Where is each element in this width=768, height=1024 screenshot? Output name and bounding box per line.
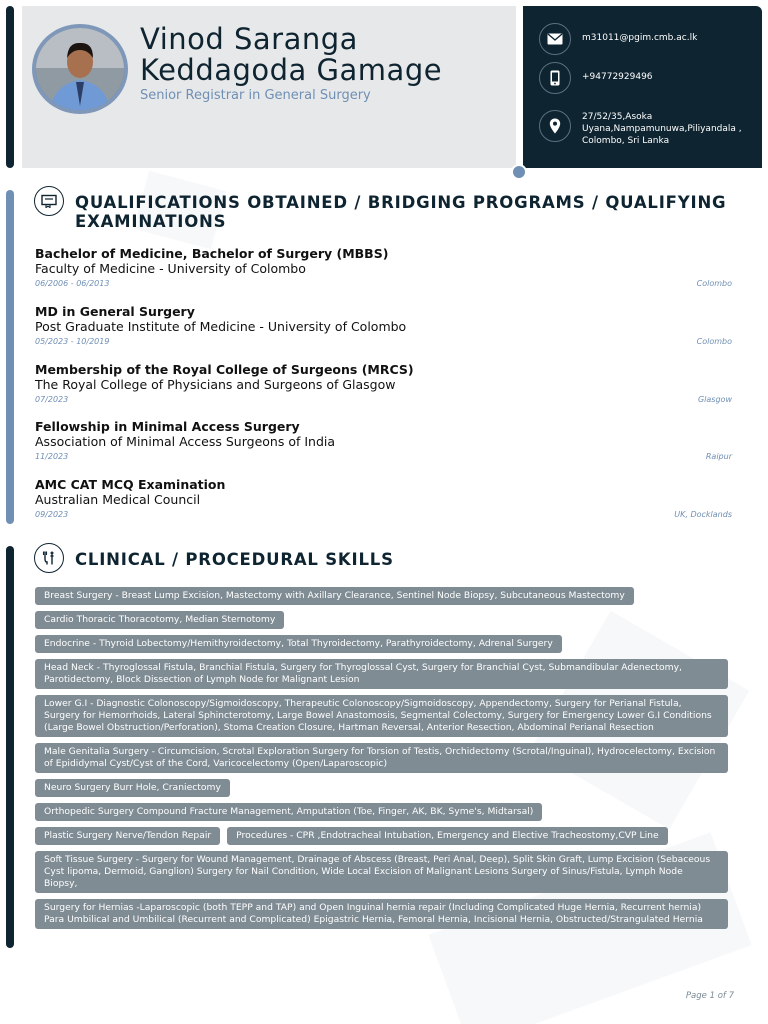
skill-tag: Surgery for Hernias -Laparoscopic (both TEPP and TAP) and Open Inguinal hernia repair (Including Complicated Huge Hernia, Recurrent hernia) Para Umbilical and Umbilical (Recurrent and Complicated) Epigastric Hernia, Femoral Hernia, Incisional Hernia, Obstructed/Strangulated Hernia [35,899,728,929]
qualifications-accent-bar [6,190,14,524]
header-accent-bar [6,6,14,168]
name-line-1: Vinod Saranga [140,22,358,56]
qualification-dates: 05/2023 - 10/2019 [35,337,110,346]
skills-list [35,587,730,929]
envelope-icon [539,23,571,55]
skill-tag: Cardio Thoracic Thoracotomy, Median Sternotomy [35,611,284,629]
skill-tag: Orthopedic Surgery Compound Fracture Management, Amputation (Toe, Finger, AK, BK, Syme's, Midtarsal) [35,803,542,821]
email-text: m31011@pgim.cmb.ac.lk [582,33,698,43]
qualification-item [35,304,732,346]
skill-tag: Male Genitalia Surgery - Circumcision, Scrotal Exploration Surgery for Torsion of Testis, Orchidectomy (Scrotal/Inguinal), Hydrocelectomy, Excision of Epididymal Cyst/Cyst of the Cord, Varicocelectomy (Open/Laparoscopic) [35,743,728,773]
qualification-degree: Fellowship in Minimal Access Surgery [35,419,300,434]
avatar [32,24,128,114]
skills-accent-bar [6,546,14,948]
name-line-2: Keddagoda Gamage [140,53,443,87]
skill-tag: Endocrine - Thyroid Lobectomy/Hemithyroidectomy, Total Thyroidectomy, Parathyroidectomy, Adrenal Surgery [35,635,562,653]
medical-tools-icon [34,543,64,573]
skill-tag: Plastic Surgery Nerve/Tendon Repair [35,827,220,845]
qualification-dates: 07/2023 [35,395,69,404]
contact-address [539,110,752,147]
contact-email[interactable] [539,23,752,55]
contact-phone[interactable] [539,62,752,94]
skill-tag: Procedures - CPR ,Endotracheal Intubation, Emergency and Elective Tracheostomy,CVP Line [227,827,667,845]
qualification-dates: 11/2023 [35,452,69,461]
qualification-location: Colombo [696,279,732,288]
certificate-icon [34,186,64,216]
skill-tag: Head Neck - Thyroglossal Fistula, Branchial Fistula, Surgery for Thyroglossal Cyst, Surgery for Branchial Cyst, Submandibular Adenectomy, Parotidectomy, Block Dissection of Lymph Node for Malignant Lesion [35,659,728,689]
qualification-degree: Bachelor of Medicine, Bachelor of Surgery (MBBS) [35,246,389,261]
skill-tag: Neuro Surgery Burr Hole, Craniectomy [35,779,230,797]
qualification-institution: Australian Medical Council [35,492,201,507]
address-text: 27/52/35,Asoka Uyana,Nampamunuwa,Piliyandala , Colombo, Sri Lanka [582,112,742,146]
location-pin-icon [539,110,571,142]
qualification-degree: Membership of the Royal College of Surgeons (MRCS) [35,362,414,377]
qualification-institution: Faculty of Medicine - University of Colombo [35,261,306,276]
qualification-item [35,419,732,461]
qualification-item [35,246,732,288]
skills-heading: CLINICAL / PROCEDURAL SKILLS [75,550,394,569]
qualification-institution: Post Graduate Institute of Medicine - University of Colombo [35,319,407,334]
qualification-location: Colombo [696,337,732,346]
page-number: Page 1 of 7 [685,991,734,1001]
qualification-dates: 06/2006 - 06/2013 [35,279,110,288]
skill-tag: Lower G.I - Diagnostic Colonoscopy/Sigmoidoscopy, Therapeutic Colonoscopy/Sigmoidoscopy, Appendectomy, Surgery for Perianal Fistula, Surgery for Hemorrhoids, Lateral Sphincterotomy, Large Bowel Anastomosis, Segmental Colectomy, Surgery for Emergency Lower G.I Conditions (Large Bowel Obstruction/Perforation), Stoma Creation Closure, Hartman Reversal, Anterior Resection, Abdominal Perianal Resection [35,695,728,737]
phone-text: +94772929496 [582,72,653,82]
phone-icon [539,62,571,94]
qualification-institution: Association of Minimal Access Surgeons of India [35,434,336,449]
qualification-dates: 09/2023 [35,510,69,519]
qualification-item [35,477,732,519]
contact-panel [523,6,762,168]
timeline-dot [511,164,527,180]
qualification-degree: AMC CAT MCQ Examination [35,477,226,492]
qualification-location: Glasgow [697,395,732,404]
qualification-institution: The Royal College of Physicians and Surgeons of Glasgow [35,377,396,392]
qualification-location: Raipur [705,452,732,461]
qualifications-heading: QUALIFICATIONS OBTAINED / BRIDGING PROGRAMS / QUALIFYING EXAMINATIONS [75,193,727,231]
qualification-item [35,362,732,404]
qualification-degree: MD in General Surgery [35,304,195,319]
qualification-location: UK, Docklands [674,510,732,519]
job-title: Senior Registrar in General Surgery [140,88,371,103]
skill-tag: Soft Tissue Surgery - Surgery for Wound Management, Drainage of Abscess (Breast, Peri Anal, Deep), Split Skin Graft, Lump Excision (Sebaceous Cyst lipoma, Dermoid, Ganglion) Surgery for Nail Condition, Wide Local Excision of Malignant Lesions Surgery of Sinus/Fistula, Lymph Node Biopsy, [35,851,728,893]
person-name [140,24,442,86]
skill-tag: Breast Surgery - Breast Lump Excision, Mastectomy with Axillary Clearance, Sentinel Node Biopsy, Subcutaneous Mastectomy [35,587,634,605]
